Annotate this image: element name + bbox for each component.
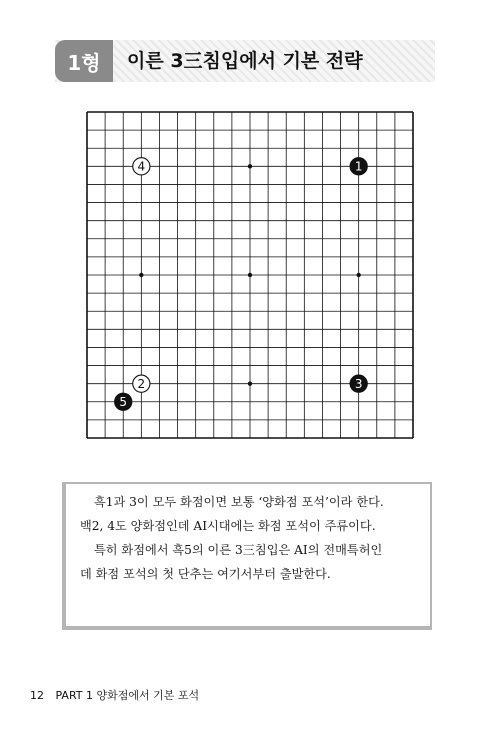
- commentary-line: 특히 화점에서 흑5의 이른 3三침입은 AI의 전매특허인: [94, 543, 383, 557]
- commentary-line: 데 화점 포석의 첫 단추는 여기서부터 출발한다.: [80, 567, 331, 581]
- star-point: [139, 273, 143, 277]
- star-point: [248, 381, 252, 385]
- stone-move-number: 5: [119, 394, 128, 409]
- footer-section: PART 1 양화점에서 기본 포석: [55, 689, 200, 702]
- go-board-diagram: [85, 110, 415, 440]
- commentary-line: 백2, 4도 양화점인데 AI시대에는 화점 포석이 주류이다.: [80, 519, 376, 533]
- stone-move-number: 3: [354, 376, 363, 391]
- star-point: [248, 273, 252, 277]
- go-board: [85, 110, 415, 440]
- stone-move-number: 2: [137, 376, 146, 391]
- page-number: 12: [30, 689, 44, 702]
- page-title: 이른 3三침입에서 기본 전략: [127, 50, 363, 72]
- commentary-line: 흑1과 3이 모두 화점이면 보통 ‘양화점 포석’이라 한다.: [94, 495, 384, 509]
- star-point: [248, 164, 252, 168]
- page-footer: [30, 687, 199, 703]
- stone-move-number: 4: [137, 159, 146, 174]
- commentary-box: [62, 482, 432, 630]
- stone-move-number: 1: [354, 159, 363, 174]
- star-point: [356, 273, 360, 277]
- chapter-badge: 1형: [55, 40, 113, 82]
- section-header: [55, 40, 435, 82]
